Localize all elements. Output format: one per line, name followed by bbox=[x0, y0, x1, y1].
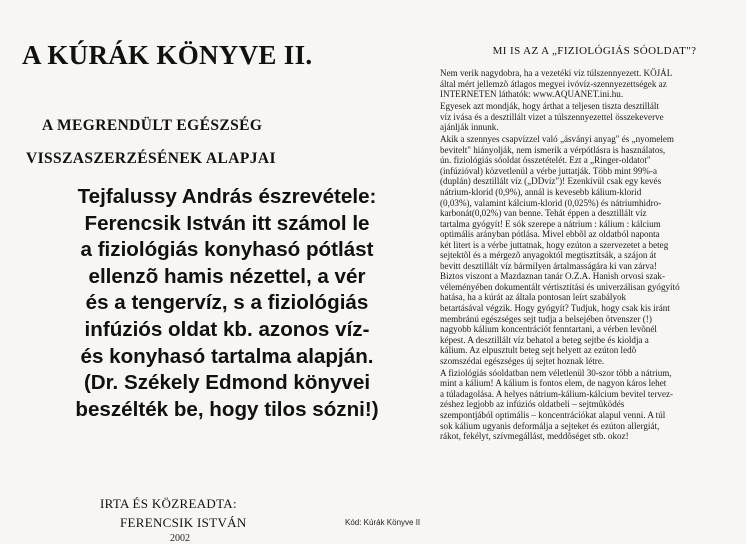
article-line: ún. fiziológiás sóoldat összetételét. Ezt a „Ringer-oldatot" bbox=[440, 155, 651, 166]
article-line: Akik a szennyes csapvízzel való „ásványi anyag" és „nyomelem bbox=[440, 134, 674, 145]
author-name: FERENCSIK ISTVÁN bbox=[120, 515, 247, 530]
article-line: Nem verik nagydobra, ha a vezetéki víz túlszennyezett. KÖJÁL bbox=[440, 68, 673, 78]
article-line: nagyobb kálium koncentrációt fenntartani, a vérben levõnél bbox=[440, 324, 657, 335]
book-title: A KÚRÁK KÖNYVE II. bbox=[22, 40, 313, 70]
comment-line: (Dr. Székely Edmond könyvei bbox=[83, 371, 371, 395]
article-body bbox=[440, 68, 737, 442]
article-line: Egyesek azt mondják, hogy árthat a teljesen tiszta desztillált bbox=[440, 101, 659, 112]
article-line: mint a kálium! A kálium is fontos elem, de nagyon káros lehet bbox=[440, 378, 667, 389]
article-line: tartalma gyógyít! E sók szerepe a nátrium : kálium : kálcium bbox=[440, 218, 661, 229]
comment-line: infúziós oldat kb. azonos víz- bbox=[84, 317, 370, 341]
article-line: membránú egészséges sejt tudja a belsejében ötvenszer (!) bbox=[440, 313, 652, 324]
article-line: rákot, fekélyt, szívmegállást, meddõséget stb. okoz! bbox=[440, 431, 629, 442]
article-line: betartásával végzik. Hogy gyógyít? Tudjuk, hogy csak kis iránt bbox=[440, 303, 670, 314]
article-line: által mért jellemzõ átlagos megyei ivóvíz-szennyezettségek az bbox=[440, 78, 667, 89]
article-line: képest. A desztillált víz behatol a beteg sejtbe és kioldja a bbox=[440, 334, 649, 345]
comment-line: és konyhasó tartalma alapján. bbox=[80, 344, 374, 368]
author-label: IRTA ÉS KÖZREADTA: bbox=[100, 496, 237, 511]
comment-line: a fiziológiás konyhasó pótlást bbox=[80, 238, 374, 262]
article-line: (duplán) desztillált víz („DDvíz")! Ezenkívül csak egy kevés bbox=[440, 176, 662, 187]
comment-line: Tejfalussy András észrevétele: bbox=[77, 185, 377, 208]
article-heading: MI IS AZ A „FIZIOLÓGIÁS SÓOLDAT"? bbox=[492, 45, 697, 57]
article-line: sok kálium ugyanis deformálja a sejteket és ezúton allergiát, bbox=[440, 420, 660, 431]
subtitle-line-2: VISSZASZERZÉSÉNEK ALAPJAI bbox=[26, 150, 276, 167]
article-line: ajánlják innunk. bbox=[440, 122, 499, 133]
subtitle-line-1: A MEGRENDÜLT EGÉSZSÉG bbox=[42, 117, 263, 134]
article-line: szomszédai egészséges új sejtet hoznak létre. bbox=[440, 355, 605, 366]
article-line: bevitt desztillált víz bármilyen ártalmasságára ki van zárva! bbox=[440, 260, 657, 271]
article-line: karbonát(0,02%) van benne. Tehát éppen a desztillált víz bbox=[440, 208, 647, 219]
article-line: (0,03%), valamint kálcium-klorid (0,025%) és nátriumhidro- bbox=[440, 197, 662, 208]
article-line: zéshez legjobb az infúziós oldatbeli – sejtmûködés bbox=[440, 399, 625, 410]
article-line: A fiziológiás sóoldatban nem véletlenül 30-szor több a nátrium, bbox=[440, 367, 672, 378]
year-text-cut-off: 2002 bbox=[170, 533, 190, 544]
article-line: a túladagolása. A helyes nátrium-kálium-kálcium bevitel tervez- bbox=[440, 388, 674, 399]
article-line: Biztos viszont a Mazdaznan tanár O.Z.A. Hanish orvosi szak- bbox=[440, 271, 666, 282]
comment-line: Ferencsik István itt számol le bbox=[84, 211, 370, 235]
article-line: hatása, ha a kúrát az általa pontosan leírt szabályok bbox=[440, 292, 627, 303]
comment-line: és a tengervíz, s a fiziológiás bbox=[85, 291, 369, 315]
editor-comment bbox=[12, 184, 442, 423]
article-line: véleményében dokumentált vértisztítási és univerzálisan gyógyító bbox=[440, 281, 680, 292]
article-line: optimális arányban pótlása. Mivel ebbõl az oldatból naponta bbox=[440, 229, 660, 240]
article-line: szempontjából optimális – koncentrációkat alapul venni. A túl bbox=[440, 410, 666, 420]
comment-line: ellenzõ hamis nézettel, a vér bbox=[88, 264, 366, 288]
article-line: sejtektõl és a mérgezõ anyagoktól megtisztítsák, a szájon át bbox=[440, 250, 657, 261]
article-line: (infúzióval) közvetlenül a vérbe juttatják. Több mint 99%-a bbox=[440, 165, 658, 176]
article-line: kálium. Az elpusztult beteg sejt helyett az ezúton ledõ bbox=[440, 345, 637, 356]
article-line: két litert is a vérbe juttatnak, hogy ezúton a szervezetet a beteg bbox=[440, 239, 669, 250]
document-code: Kód: Kúrák Könyve II bbox=[345, 518, 421, 527]
article-line: nátrium-klorid (0,9%), annál is kevesebb kálium-klorid bbox=[440, 187, 642, 198]
article-line: bevitelt" hiányolják, nem ismerik a vérpótlásra is használatos, bbox=[440, 144, 666, 155]
article-line: INTERNETEN láthatók: www.AQUANET.ini.hu. bbox=[440, 89, 624, 100]
comment-line: beszélték be, hogy tilos sózni!) bbox=[75, 397, 379, 421]
article-line: víz ivása és a desztillált vizet a túlszennyezettel összekeverve bbox=[440, 111, 664, 122]
